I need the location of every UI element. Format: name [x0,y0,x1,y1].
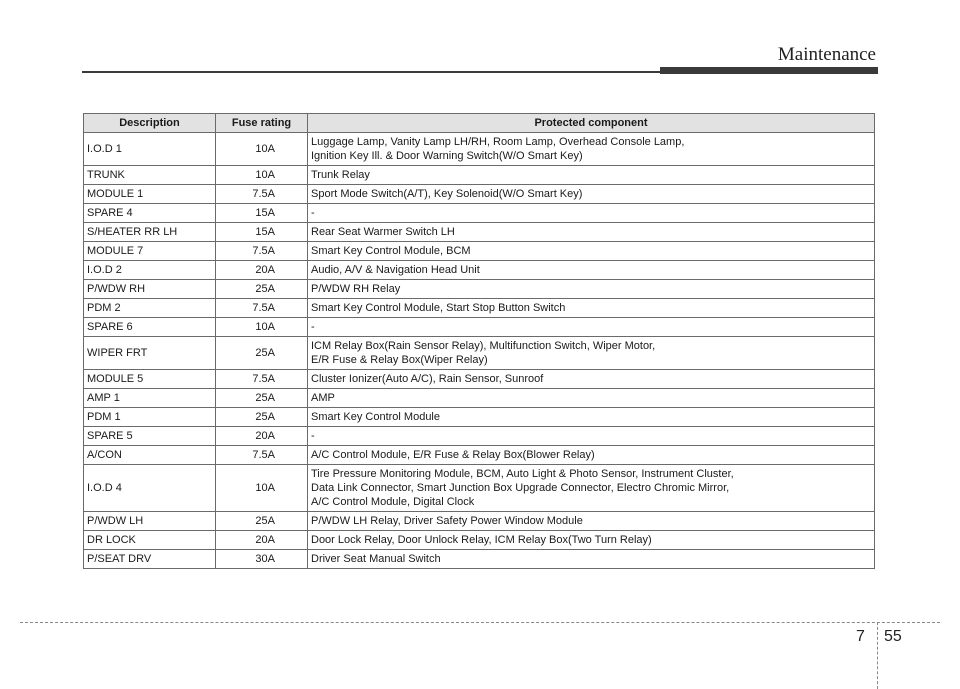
cell-protected-component: AMP [308,389,875,408]
cell-description: A/CON [84,446,216,465]
cell-protected-component: - [308,427,875,446]
cell-fuse-rating: 10A [216,166,308,185]
cell-protected-component: P/WDW LH Relay, Driver Safety Power Window Module [308,512,875,531]
cell-protected-component: P/WDW RH Relay [308,280,875,299]
cell-protected-component: Luggage Lamp, Vanity Lamp LH/RH, Room Lamp, Overhead Console Lamp, Ignition Key Ill. & Door Warning Switch(W/O Smart Key) [308,133,875,166]
cell-protected-component: Smart Key Control Module, BCM [308,242,875,261]
cell-fuse-rating: 25A [216,512,308,531]
cell-description: I.O.D 4 [84,465,216,512]
cell-protected-component: Tire Pressure Monitoring Module, BCM, Auto Light & Photo Sensor, Instrument Cluster, Data Link Connector, Smart Junction Box Upgrade Connector, Electro Chromic Mirror, A/C Control Module, Digital Clock [308,465,875,512]
cell-fuse-rating: 25A [216,408,308,427]
cell-fuse-rating: 7.5A [216,299,308,318]
page-number: 55 [884,628,902,645]
cell-protected-component: Smart Key Control Module [308,408,875,427]
table-row [84,550,875,569]
cell-description: SPARE 5 [84,427,216,446]
table-row [84,261,875,280]
table-row [84,280,875,299]
cell-fuse-rating: 10A [216,133,308,166]
cell-fuse-rating: 20A [216,531,308,550]
table-row [84,389,875,408]
header-rule-thin [82,71,660,73]
cell-description: MODULE 7 [84,242,216,261]
footer-rule [20,622,940,623]
cell-description: PDM 1 [84,408,216,427]
cell-fuse-rating: 7.5A [216,242,308,261]
cell-description: AMP 1 [84,389,216,408]
table-row [84,242,875,261]
column-header-fuse-rating: Fuse rating [216,114,308,133]
cell-fuse-rating: 7.5A [216,185,308,204]
table-row [84,299,875,318]
table-row [84,166,875,185]
table-row [84,446,875,465]
cell-description: I.O.D 2 [84,261,216,280]
table-row [84,531,875,550]
table-row [84,185,875,204]
cell-protected-component: Smart Key Control Module, Start Stop Button Switch [308,299,875,318]
cell-protected-component: ICM Relay Box(Rain Sensor Relay), Multifunction Switch, Wiper Motor, E/R Fuse & Relay Box(Wiper Relay) [308,337,875,370]
section-title: Maintenance [777,44,876,65]
cell-description: WIPER FRT [84,337,216,370]
cell-description: TRUNK [84,166,216,185]
footer-divider [877,622,878,689]
column-header-description: Description [84,114,216,133]
cell-description: P/SEAT DRV [84,550,216,569]
cell-fuse-rating: 10A [216,318,308,337]
cell-description: I.O.D 1 [84,133,216,166]
cell-fuse-rating: 20A [216,261,308,280]
cell-fuse-rating: 15A [216,223,308,242]
table-header-row [84,114,875,133]
cell-protected-component: Rear Seat Warmer Switch LH [308,223,875,242]
cell-fuse-rating: 20A [216,427,308,446]
header-rule-thick [660,67,878,74]
table-row [84,204,875,223]
table-row [84,370,875,389]
cell-fuse-rating: 25A [216,280,308,299]
cell-description: S/HEATER RR LH [84,223,216,242]
cell-protected-component: A/C Control Module, E/R Fuse & Relay Box(Blower Relay) [308,446,875,465]
cell-fuse-rating: 10A [216,465,308,512]
cell-protected-component: Cluster Ionizer(Auto A/C), Rain Sensor, Sunroof [308,370,875,389]
cell-protected-component: Door Lock Relay, Door Unlock Relay, ICM Relay Box(Two Turn Relay) [308,531,875,550]
cell-fuse-rating: 7.5A [216,446,308,465]
cell-description: SPARE 4 [84,204,216,223]
cell-protected-component: Sport Mode Switch(A/T), Key Solenoid(W/O Smart Key) [308,185,875,204]
cell-fuse-rating: 15A [216,204,308,223]
fuse-table [83,113,875,569]
cell-fuse-rating: 30A [216,550,308,569]
cell-protected-component: Trunk Relay [308,166,875,185]
cell-fuse-rating: 25A [216,389,308,408]
cell-description: P/WDW RH [84,280,216,299]
cell-description: DR LOCK [84,531,216,550]
chapter-number: 7 [856,628,865,645]
table-row [84,337,875,370]
cell-description: SPARE 6 [84,318,216,337]
table-row [84,408,875,427]
column-header-protected-component: Protected component [308,114,875,133]
cell-description: P/WDW LH [84,512,216,531]
cell-fuse-rating: 25A [216,337,308,370]
cell-protected-component: Driver Seat Manual Switch [308,550,875,569]
table-row [84,465,875,512]
table-row [84,223,875,242]
cell-protected-component: - [308,204,875,223]
table-row [84,318,875,337]
cell-protected-component: - [308,318,875,337]
cell-description: PDM 2 [84,299,216,318]
cell-fuse-rating: 7.5A [216,370,308,389]
table-row [84,427,875,446]
cell-description: MODULE 5 [84,370,216,389]
table-row [84,133,875,166]
cell-protected-component: Audio, A/V & Navigation Head Unit [308,261,875,280]
table-row [84,512,875,531]
cell-description: MODULE 1 [84,185,216,204]
fuse-table-body [84,133,875,569]
